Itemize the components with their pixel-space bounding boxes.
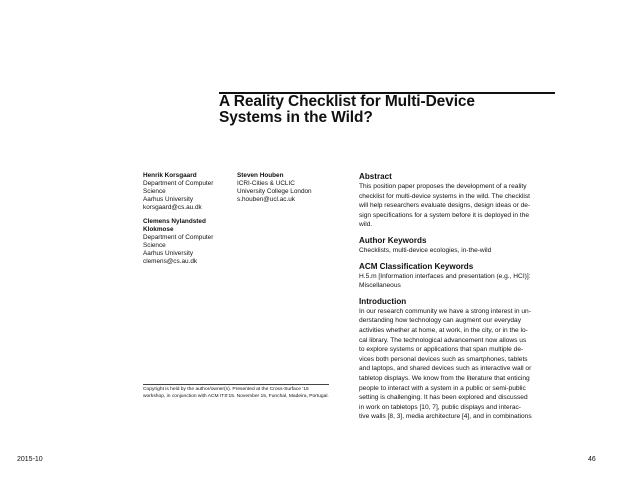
body-line: and laptops, and shared devices such as interactive wall or [359,365,532,373]
body-line: sign specifications for a system before it is deployed in the [359,211,530,219]
author-email: clemens@cs.au.dk [143,258,198,265]
author-name: Henrik Korsgaard [143,172,197,179]
copyright-line: workshop, in conjunction with ACM ITS'15. November 15, Funchal, Madeira, Portugal. [143,393,329,399]
body-line: vices both personal devices such as smartphones, tablets [359,355,528,363]
author-name: Steven Houben [237,172,284,179]
body-line: cal library. The technological advancement now allows us [359,336,527,344]
body-line: In our research community we have a strong interest in un- [359,307,531,315]
author-name: Klokmose [143,226,174,233]
main-text-column [359,172,555,422]
section-heading: ACM Classification Keywords [359,261,474,271]
author-email: s.houben@ucl.ac.uk [237,196,296,203]
body-line: activities whether at home, at work, in the city, or in the lo- [359,326,528,334]
body-line: people to interact with a system in a public or semi-public [359,384,526,392]
author-block-korsgaard [143,172,233,212]
body-line: wild. [359,221,373,229]
body-line: This position paper proposes the development of a reality [359,183,527,190]
author-affiliation-line: University College London [237,188,312,195]
section-author-keywords [359,236,555,256]
section-introduction [359,297,555,422]
body-line: H.5.m [Information interfaces and presentation (e.g., HCI)]: [359,272,531,280]
section-acm-classification [359,262,555,291]
section-heading: Author Keywords [359,235,427,245]
body-line: derstanding how technology can augment our everyday [359,317,522,325]
section-abstract [359,172,555,230]
author-affiliation-line: Science [143,242,166,249]
body-line: checklist for multi-device systems in the wild. The checklist [359,192,531,200]
page-number: 46 [588,456,596,463]
body-line: setting is challenging. It has been explored and discussed [359,394,528,402]
body-line: Miscellaneous [359,282,401,290]
copyright-notice [143,387,329,401]
body-line: will help researchers evaluate designs, design ideas or de- [359,202,531,210]
body-line: in work on tabletops [10, 7], public displays and interac- [359,403,522,411]
author-name: Clemens Nylandsted [143,218,206,225]
author-affiliation-line: Department of Computer [143,234,214,241]
body-line: tabletop displays. We know from the literature that enticing [359,374,530,382]
author-affiliation-line: Aarhus University [143,196,194,203]
title-line: A Reality Checklist for Multi-Device [219,93,475,110]
paper-title [219,94,559,126]
section-heading: Abstract [359,172,392,181]
body-line: Checklists, multi-device ecologies, in-the-wild [359,246,492,254]
title-line: Systems in the Wild? [219,109,373,126]
section-heading: Introduction [359,296,407,306]
author-affiliation-line: ICRI-Cities & UCLIC [237,180,295,187]
author-block-klokmose [143,218,233,266]
author-affiliation-line: Department of Computer [143,180,214,187]
author-block-houben [237,172,352,204]
author-affiliation-line: Science [143,188,166,195]
author-email: korsgaard@cs.au.dk [143,204,202,211]
copyright-rule [143,384,329,385]
body-line: tive walls [8, 3], media architecture [4], and in combinations [359,413,532,421]
body-line: to explore systems or applications that span multiple de- [359,346,524,354]
copyright-line: Copyright is held by the author/owner(s). Presented at the Cross-Surface '15 [143,387,309,392]
footer-date: 2015-10 [17,456,43,463]
author-affiliation-line: Aarhus University [143,250,194,257]
